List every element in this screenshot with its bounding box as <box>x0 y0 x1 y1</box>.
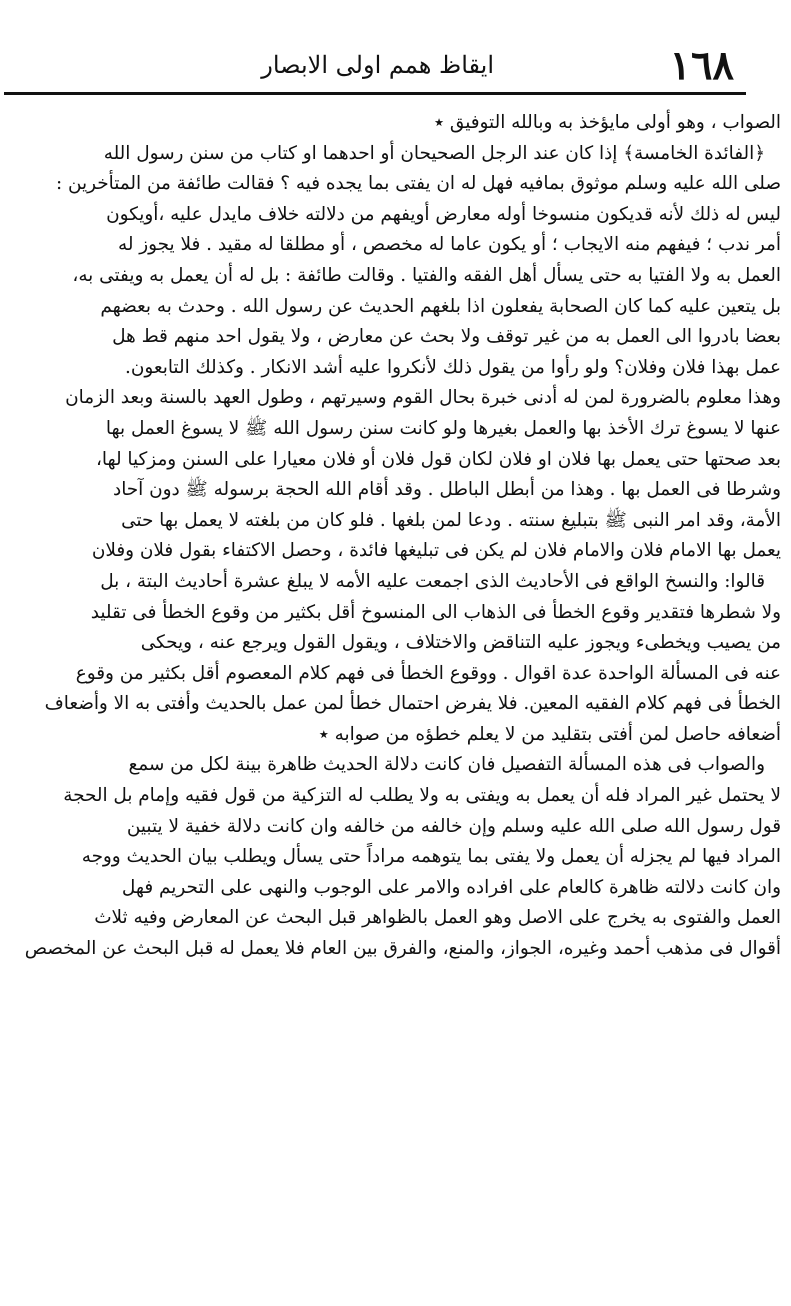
page-header <box>4 38 744 90</box>
text-line: قالوا: والنسخ الواقع فى الأحاديث الذى اجمعت عليه الأمه لا يبلغ عشرة أحاديث البتة ، بل <box>100 570 765 592</box>
text-line: المراد فيها لم يجزله أن يعمل ولا يفتى بما يتوهمه مراداً حتى يسأل ويطلب بيان الحديث ووجه <box>81 846 781 868</box>
body-text <box>0 108 791 965</box>
running-title: ايقاظ همم اولى الابصار <box>261 51 494 79</box>
text-line: قول رسول الله صلى الله عليه وسلم وإن خالفه من خالفه وان كانت دلالة خفية لا يتبين <box>126 815 781 837</box>
text-line: عنه فى المسألة الواحدة عدة اقوال . ووقوع الخطأ فى فهم كلام المعصوم أقل بكثير من وقوع <box>75 662 781 684</box>
text-line: العمل به ولا الفتيا به حتى يسأل أهل الفقه والفتيا . وقالت طائفة : بل له أن يعمل به ويفتى به، <box>72 264 781 286</box>
header-rule <box>4 92 746 95</box>
text-line: الأمة، وقد امر النبى ﷺ بتبليغ سنته . ودعا لمن بلغها . فلو كان من بلغته لا يعمل بها حتى <box>121 509 781 531</box>
text-line: والصواب فى هذه المسألة التفصيل فان كانت دلالة الحديث ظاهرة بينة لكل من سمع <box>128 754 765 776</box>
text-line: وهذا معلوم بالضرورة لمن له أدنى خبرة بحال القوم وسيرتهم ، وطول العهد بالسنة وبعد الزمان <box>65 387 781 409</box>
text-line: وان كانت دلالته ظاهرة كالعام على افراده والامر على الوجوب والنهى على التحريم فهل <box>121 876 781 898</box>
text-line: ﴿الفائدة الخامسة﴾ إذا كان عند الرجل الصحيحان أو احدهما او كتاب من سنن رسول الله <box>103 142 765 164</box>
text-line: عنها لا يسوغ ترك الأخذ بها والعمل بغيرها ولو كانت سنن رسول الله ﷺ لا يسوغ العمل بها <box>105 417 781 439</box>
text-line: لا يحتمل غير المراد فله أن يعمل به ويفتى به ولا يطلب له التزكية من قول فقيه وإمام بل الحجة <box>63 785 781 807</box>
text-line: العمل والفتوى به يخرج على الاصل وهو العمل بالظواهر قبل البحث عن المعارض وفيه ثلاث <box>94 907 781 929</box>
page-number: ١٦٨ <box>669 42 734 89</box>
text-line: عمل بهذا فلان وفلان؟ ولو رأوا من يقول ذلك لأنكروا عليه أشد الانكار . وكذلك التابعون. <box>124 356 781 378</box>
text-line: يعمل بها الامام فلان والامام فلان لم يكن فى تبليغها فائدة ، وحصل الاكتفاء بقول فلان وفلان <box>91 540 781 562</box>
text-line: بعد صحتها حتى يعمل بها فلان او فلان لكان قول فلان أو فلان معيارا على السنن ومزكيا لها، <box>95 448 781 470</box>
text-line: أضعافه حاصل لمن أفتى بتقليد من لا يعلم خطؤه من صوابه ٭ <box>318 723 781 745</box>
text-line: الصواب ، وهو أولى مايؤخذ به وبالله التوفيق ٭ <box>434 112 781 133</box>
text-line: ولا شطرها فتقدير وقوع الخطأ فى الذهاب الى المنسوخ أقل بكثير من وقوع الخطأ فى تقليد <box>90 601 781 623</box>
text-line: ليس له ذلك لأنه قديكون منسوخا أوله معارض أويفهم من دلالته خلاف مايدل عليه ،أويكون <box>106 203 781 225</box>
text-line: وشرطا فى العمل بها . وهذا من أبطل الباطل . وقد أقام الله الحجة برسوله ﷺ دون آحاد <box>113 479 781 501</box>
text-line: صلى الله عليه وسلم موثوق بمافيه فهل له ان يفتى بما يجده فيه ؟ فقالت طائفة من المتأخرين : <box>55 173 781 195</box>
text-line: أمر ندب ؛ فيفهم منه الايجاب ؛ أو يكون عاما له مخصص ، أو مطلقا له مقيد . فلا يجوز له <box>117 234 781 256</box>
text-line: أقوال فى مذهب أحمد وغيره، الجواز، والمنع، والفرق بين العام فلا يعمل له قبل البحث عن المخصص <box>24 938 781 960</box>
text-line: الخطأ فى فهم كلام الفقيه المعين. فلا يفرض احتمال خطأ لمن عمل بالحديث وأفتى به الا وأضعاف <box>44 693 781 715</box>
text-line: بل يتعين عليه كما كان الصحابة يفعلون اذا بلغهم الحديث عن رسول الله . وحدث به بعضهم <box>100 295 781 317</box>
text-line: من يصيب ويخطىء ويجوز عليه التناقض والاختلاف ، ويقول القول ويرجع عنه ، ويحكى <box>140 632 781 654</box>
text-line: بعضا بادروا الى العمل به من غير توقف ولا بحث عن معارض ، ولا يقول احد منهم قط هل <box>112 326 781 348</box>
